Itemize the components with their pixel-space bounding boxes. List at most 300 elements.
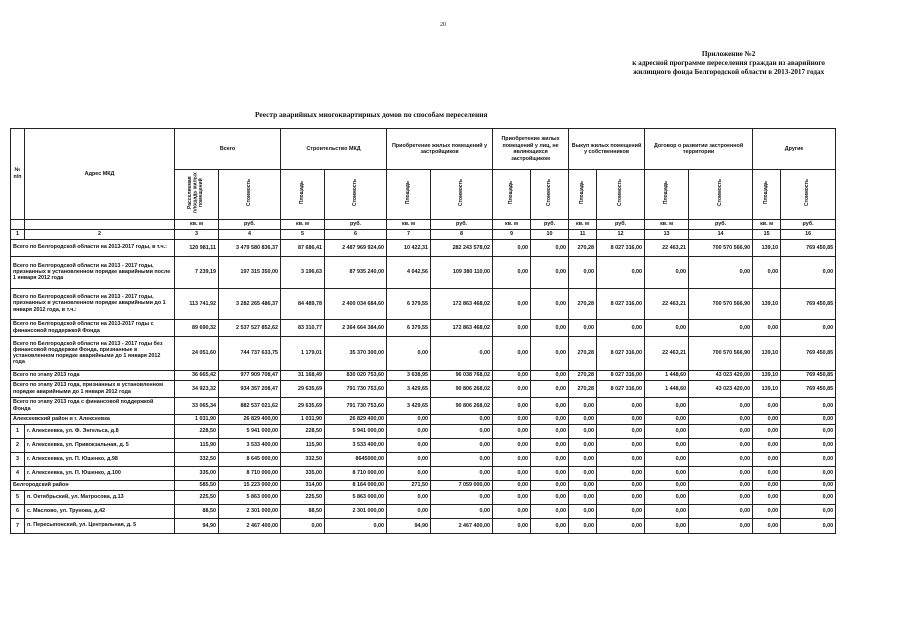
row-value: 0,00	[531, 239, 569, 256]
row-value: 22 463,21	[645, 336, 689, 370]
table-row	[11, 424, 836, 438]
row-value: 8 027 316,00	[597, 370, 645, 380]
row-value: 0,00	[493, 480, 531, 490]
row-value: 0,00	[493, 370, 531, 380]
row-value: 0,00	[325, 518, 387, 533]
unit-cell: кв. м	[387, 219, 431, 229]
row-value: 0,00	[597, 518, 645, 533]
column-number-row	[11, 229, 836, 239]
row-label: Всего по Белгородской области на 2013-2017 годы с финансовой поддержкой Фонда	[11, 319, 175, 336]
header-group: Всего	[175, 129, 281, 170]
column-number: 3	[175, 229, 219, 239]
registry-table	[10, 128, 836, 534]
row-value: 769 450,85	[781, 370, 836, 380]
subheader-text: Стоимость	[351, 179, 358, 207]
row-value: 0,00	[531, 319, 569, 336]
row-value: 225,50	[281, 490, 325, 504]
row-value: 139,10	[753, 380, 781, 397]
column-number: 9	[493, 229, 531, 239]
document-title: Реестр аварийных многоквартирных домов по способам переселения	[255, 110, 488, 119]
row-value: 0,00	[645, 319, 689, 336]
row-value: 0,00	[431, 504, 493, 518]
row-value: 314,00	[281, 480, 325, 490]
row-address: г. Алексеевка, ул. Ф. Энгельса, д.8	[25, 424, 175, 438]
row-value: 0,00	[493, 288, 531, 319]
row-value: 0,00	[531, 466, 569, 480]
row-value: 2 487 969 924,60	[325, 239, 387, 256]
row-value: 0,00	[689, 438, 753, 452]
row-value: 769 450,85	[781, 336, 836, 370]
row-value: 139,10	[753, 288, 781, 319]
row-label: Всего по этапу 2013 года	[11, 370, 175, 380]
row-value: 0,00	[431, 466, 493, 480]
row-value: 0,00	[493, 518, 531, 533]
row-number: 4	[11, 466, 25, 480]
row-value: 0,00	[781, 490, 836, 504]
row-value: 0,00	[569, 480, 597, 490]
row-value: 0,00	[431, 336, 493, 370]
table-row	[11, 480, 836, 490]
row-value: 3 533 400,00	[219, 438, 281, 452]
unit-cell: кв. м	[175, 219, 219, 229]
row-value: 0,00	[753, 518, 781, 533]
row-value: 977 909 708,47	[219, 370, 281, 380]
row-value: 282 243 578,02	[431, 239, 493, 256]
row-value: 0,00	[753, 490, 781, 504]
row-value: 228,50	[175, 424, 219, 438]
row-value: 0,00	[689, 504, 753, 518]
row-value: 335,00	[175, 466, 219, 480]
subheader	[689, 170, 753, 220]
row-value: 270,28	[569, 288, 597, 319]
column-number: 5	[281, 229, 325, 239]
row-value: 0,00	[597, 452, 645, 466]
row-value: 0,00	[753, 480, 781, 490]
row-value: 6 379,55	[387, 288, 431, 319]
row-value: 0,00	[531, 452, 569, 466]
row-value: 0,00	[531, 256, 569, 288]
subheader-text: Площадь	[662, 181, 669, 205]
row-value: 0,00	[597, 424, 645, 438]
row-value: 0,00	[531, 370, 569, 380]
row-value: 270,28	[569, 239, 597, 256]
row-value: 0,00	[689, 424, 753, 438]
subheader	[569, 170, 597, 220]
row-value: 0,00	[645, 480, 689, 490]
row-label: Всего по Белгородской области на 2013 - 2017 годы, признанных в установленном порядке аварийными после 1 января 2012 года	[11, 256, 175, 288]
row-value: 0,00	[781, 414, 836, 424]
row-value: 270,28	[569, 370, 597, 380]
row-value: 228,50	[281, 424, 325, 438]
row-number: 3	[11, 452, 25, 466]
subheader-text: Стоимость	[245, 179, 252, 207]
row-value: 0,00	[569, 414, 597, 424]
row-value: 0,00	[387, 438, 431, 452]
row-value: 0,00	[531, 504, 569, 518]
row-value: 0,00	[689, 397, 753, 414]
row-value: 115,90	[281, 438, 325, 452]
unit-cell: руб.	[219, 219, 281, 229]
row-value: 3 282 265 486,37	[219, 288, 281, 319]
row-value: 0,00	[493, 380, 531, 397]
appendix-line: Приложение №2	[701, 50, 756, 58]
row-value: 15 223 000,00	[219, 480, 281, 490]
table-row	[11, 397, 836, 414]
table-row	[11, 370, 836, 380]
row-value: 0,00	[645, 438, 689, 452]
row-value: 0,00	[531, 518, 569, 533]
row-value: 0,00	[781, 452, 836, 466]
column-number: 2	[25, 229, 175, 239]
header-group: Договор о развитии застроенной территории	[645, 129, 753, 170]
unit-cell: руб.	[531, 219, 569, 229]
row-value: 0,00	[569, 452, 597, 466]
row-value: 0,00	[645, 490, 689, 504]
row-value: 1 031,90	[175, 414, 219, 424]
row-value: 33 065,34	[175, 397, 219, 414]
row-value: 115,90	[175, 438, 219, 452]
subheader	[431, 170, 493, 220]
row-address: п. Октябрьский, ул. Матросова, д.13	[25, 490, 175, 504]
row-value: 7 239,19	[175, 256, 219, 288]
subheader-text: Площадь	[507, 181, 514, 205]
row-value: 0,00	[781, 480, 836, 490]
unit-cell	[25, 219, 175, 229]
subheader-text: Стоимость	[457, 179, 464, 207]
row-value: 769 450,85	[781, 239, 836, 256]
subheader-text: Площадь	[762, 181, 769, 205]
header-group: Приобретение жилых помещений у застройщиков	[387, 129, 493, 170]
column-number: 16	[781, 229, 836, 239]
row-value: 2 364 664 384,60	[325, 319, 387, 336]
column-number: 13	[645, 229, 689, 239]
subheader	[493, 170, 531, 220]
row-value: 0,00	[645, 397, 689, 414]
column-number: 14	[689, 229, 753, 239]
row-label: Всего по Белгородской области на 2013 - 2017 годы, признанных в установленном порядке аварийными до 1 января 2012 года, в т.ч.:	[11, 288, 175, 319]
row-value: 0,00	[387, 504, 431, 518]
row-value: 5 941 000,00	[325, 424, 387, 438]
row-number: 5	[11, 490, 25, 504]
table-row	[11, 239, 836, 256]
row-value: 8 027 316,00	[597, 288, 645, 319]
row-value: 0,00	[753, 256, 781, 288]
row-value: 0,00	[645, 466, 689, 480]
row-value: 36 665,42	[175, 370, 219, 380]
row-value: 8 164 000,00	[325, 480, 387, 490]
row-value: 0,00	[493, 397, 531, 414]
subheader	[175, 170, 219, 220]
subheader-text: Стоимость	[716, 179, 723, 207]
row-value: 332,50	[281, 452, 325, 466]
row-value: 700 570 566,90	[689, 336, 753, 370]
subheader	[781, 170, 836, 220]
row-value: 0,00	[387, 466, 431, 480]
row-value: 172 863 468,02	[431, 288, 493, 319]
row-value: 8 710 000,00	[325, 466, 387, 480]
table-row	[11, 256, 836, 288]
subheader-text: Стоимость	[545, 179, 552, 207]
row-value: 791 730 753,60	[325, 380, 387, 397]
row-value: 2 537 527 852,62	[219, 319, 281, 336]
subheader	[281, 170, 325, 220]
row-value: 0,00	[569, 490, 597, 504]
row-value: 0,00	[597, 490, 645, 504]
row-value: 0,00	[645, 256, 689, 288]
table-row	[11, 319, 836, 336]
row-value: 2 301 000,00	[325, 504, 387, 518]
row-value: 3 196,63	[281, 256, 325, 288]
row-value: 139,10	[753, 370, 781, 380]
subheader	[219, 170, 281, 220]
header-address: Адрес МКД	[25, 129, 175, 220]
row-value: 0,00	[645, 452, 689, 466]
row-value: 88,50	[175, 504, 219, 518]
row-value: 0,00	[781, 518, 836, 533]
row-value: 2 400 034 684,60	[325, 288, 387, 319]
row-value: 0,00	[781, 256, 836, 288]
row-value: 1 031,90	[281, 414, 325, 424]
row-value: 87 935 240,00	[325, 256, 387, 288]
row-value: 24 051,60	[175, 336, 219, 370]
subheader-text: Расселяемая площадь жилых помещений	[187, 172, 205, 214]
row-value: 2 467 400,00	[431, 518, 493, 533]
row-value: 35 370 300,00	[325, 336, 387, 370]
row-value: 4 042,56	[387, 256, 431, 288]
table-row	[11, 288, 836, 319]
row-value: 0,00	[531, 336, 569, 370]
row-value: 0,00	[781, 438, 836, 452]
row-value: 29 635,69	[281, 397, 325, 414]
row-label: Всего по Белгородской области на 2013 - 2017 годы без финансовой поддержки Фонда, признанные в установленном порядке аварийными до 1 января 2012 года	[11, 336, 175, 370]
subheader-text: Площадь	[298, 181, 305, 205]
row-value: 3 429,65	[387, 380, 431, 397]
row-value: 0,00	[689, 256, 753, 288]
unit-cell: руб.	[781, 219, 836, 229]
subheader	[597, 170, 645, 220]
row-value: 0,00	[645, 518, 689, 533]
row-value: 29 635,69	[281, 380, 325, 397]
row-value: 0,00	[387, 490, 431, 504]
row-value: 332,50	[175, 452, 219, 466]
row-value: 0,00	[753, 452, 781, 466]
row-value: 270,28	[569, 336, 597, 370]
row-value: 87 686,41	[281, 239, 325, 256]
row-value: 0,00	[387, 452, 431, 466]
table-row	[11, 490, 836, 504]
subheader	[753, 170, 781, 220]
row-value: 270,28	[569, 380, 597, 397]
row-value: 0,00	[689, 452, 753, 466]
row-value: 5 863 000,00	[325, 490, 387, 504]
subheader	[325, 170, 387, 220]
row-address: г. Алексеевка, ул. П. Юшенко, д.100	[25, 466, 175, 480]
subheader	[645, 170, 689, 220]
row-value: 934 357 208,47	[219, 380, 281, 397]
row-value: 0,00	[431, 424, 493, 438]
row-value: 3 533 400,00	[325, 438, 387, 452]
row-value: 769 450,85	[781, 380, 836, 397]
row-value: 0,00	[531, 490, 569, 504]
row-value: 830 020 753,60	[325, 370, 387, 380]
row-value: 90 806 268,02	[431, 380, 493, 397]
row-value: 8 027 316,00	[597, 239, 645, 256]
unit-cell: руб.	[325, 219, 387, 229]
subheader	[387, 170, 431, 220]
row-value: 0,00	[531, 288, 569, 319]
row-value: 0,00	[493, 336, 531, 370]
row-value: 0,00	[493, 466, 531, 480]
appendix-line: жилищного фонда Белгородской области в 2013-2017 годах	[633, 68, 825, 76]
row-value: 22 463,21	[645, 239, 689, 256]
row-value: 8 027 316,00	[597, 336, 645, 370]
row-value: 0,00	[493, 452, 531, 466]
row-value: 8645000,00	[325, 452, 387, 466]
row-value: 0,00	[431, 414, 493, 424]
row-value: 0,00	[493, 319, 531, 336]
row-value: 1 448,60	[645, 370, 689, 380]
row-value: 2 467 400,00	[219, 518, 281, 533]
row-value: 8 027 316,00	[597, 380, 645, 397]
row-value: 10 422,31	[387, 239, 431, 256]
row-value: 0,00	[781, 504, 836, 518]
row-value: 113 741,92	[175, 288, 219, 319]
row-value: 139,10	[753, 239, 781, 256]
row-value: 769 450,85	[781, 288, 836, 319]
table-row	[11, 380, 836, 397]
header-group: Приобретение жилых помещений у лиц, не являющихся застройщиком	[493, 129, 569, 170]
row-value: 172 863 468,02	[431, 319, 493, 336]
row-value: 0,00	[645, 424, 689, 438]
header-group: Строительство МКД	[281, 129, 387, 170]
column-number: 4	[219, 229, 281, 239]
row-value: 7 059 000,00	[431, 480, 493, 490]
row-value: 0,00	[753, 466, 781, 480]
row-value: 0,00	[597, 480, 645, 490]
row-value: 0,00	[493, 504, 531, 518]
row-value: 90 806 268,02	[431, 397, 493, 414]
column-number: 1	[11, 229, 25, 239]
row-value: 0,00	[689, 480, 753, 490]
row-value: 335,00	[281, 466, 325, 480]
row-value: 3 429,65	[387, 397, 431, 414]
row-value: 0,00	[597, 319, 645, 336]
row-value: 0,00	[569, 424, 597, 438]
row-value: 0,00	[431, 490, 493, 504]
row-value: 43 023 420,00	[689, 370, 753, 380]
appendix-header	[632, 50, 825, 77]
row-value: 791 730 753,60	[325, 397, 387, 414]
row-value: 43 023 420,00	[689, 380, 753, 397]
row-value: 0,00	[597, 397, 645, 414]
header-group: Другие	[753, 129, 836, 170]
row-value: 0,00	[689, 490, 753, 504]
row-value: 0,00	[387, 414, 431, 424]
table-row	[11, 466, 836, 480]
row-value: 0,00	[569, 319, 597, 336]
row-value: 0,00	[781, 319, 836, 336]
subheader-text: Площадь	[404, 181, 411, 205]
row-value: 0,00	[597, 504, 645, 518]
row-label: Белгородский район	[11, 480, 175, 490]
row-label: Алексеевский район и г. Алексеевка	[11, 414, 175, 424]
unit-cell: руб.	[597, 219, 645, 229]
row-value: 197 315 350,00	[219, 256, 281, 288]
row-value: 0,00	[387, 336, 431, 370]
row-value: 96 038 768,02	[431, 370, 493, 380]
row-value: 0,00	[493, 239, 531, 256]
unit-cell: кв. м	[493, 219, 531, 229]
row-value: 1 179,01	[281, 336, 325, 370]
row-value: 139,10	[753, 336, 781, 370]
row-value: 0,00	[493, 256, 531, 288]
column-number: 12	[597, 229, 645, 239]
row-value: 0,00	[569, 466, 597, 480]
row-value: 89 690,32	[175, 319, 219, 336]
row-value: 94,90	[387, 518, 431, 533]
column-number: 10	[531, 229, 569, 239]
row-value: 225,50	[175, 490, 219, 504]
row-value: 2 301 000,00	[219, 504, 281, 518]
row-value: 700 570 566,90	[689, 239, 753, 256]
row-value: 26 829 400,00	[219, 414, 281, 424]
row-value: 0,00	[531, 414, 569, 424]
row-value: 0,00	[753, 438, 781, 452]
row-value: 0,00	[531, 480, 569, 490]
row-value: 83 310,77	[281, 319, 325, 336]
unit-cell: кв. м	[569, 219, 597, 229]
row-value: 31 168,49	[281, 370, 325, 380]
row-value: 0,00	[689, 414, 753, 424]
row-address: с. Маслово, ул. Трунова, д.42	[25, 504, 175, 518]
table-row	[11, 504, 836, 518]
row-value: 271,50	[387, 480, 431, 490]
row-value: 0,00	[597, 414, 645, 424]
row-value: 0,00	[781, 397, 836, 414]
row-value: 0,00	[431, 452, 493, 466]
row-value: 0,00	[597, 466, 645, 480]
row-label: Всего по Белгородской области на 2013-2017 годы, в т.ч.:	[11, 239, 175, 256]
row-value: 0,00	[753, 397, 781, 414]
row-value: 3 479 580 836,37	[219, 239, 281, 256]
row-value: 8 710 000,00	[219, 466, 281, 480]
row-value: 6 379,55	[387, 319, 431, 336]
page-number: 20	[440, 22, 446, 28]
row-value: 0,00	[689, 466, 753, 480]
column-number: 11	[569, 229, 597, 239]
row-number: 2	[11, 438, 25, 452]
row-value: 0,00	[531, 424, 569, 438]
table-row	[11, 336, 836, 370]
unit-cell: руб.	[431, 219, 493, 229]
appendix-line: к адресной программе переселения граждан из аварийного	[632, 59, 825, 67]
row-value: 0,00	[753, 424, 781, 438]
row-value: 26 829 400,00	[325, 414, 387, 424]
table-row	[11, 518, 836, 533]
row-value: 0,00	[689, 319, 753, 336]
row-value: 34 923,32	[175, 380, 219, 397]
row-value: 109 380 110,00	[431, 256, 493, 288]
row-value: 0,00	[531, 438, 569, 452]
row-value: 0,00	[431, 438, 493, 452]
row-number: 1	[11, 424, 25, 438]
table-row	[11, 414, 836, 424]
row-value: 0,00	[597, 256, 645, 288]
row-address: п. Пересыпонский, ул. Центральная, д. 5	[25, 518, 175, 533]
row-value: 0,00	[569, 438, 597, 452]
row-value: 0,00	[645, 504, 689, 518]
row-value: 744 737 633,75	[219, 336, 281, 370]
